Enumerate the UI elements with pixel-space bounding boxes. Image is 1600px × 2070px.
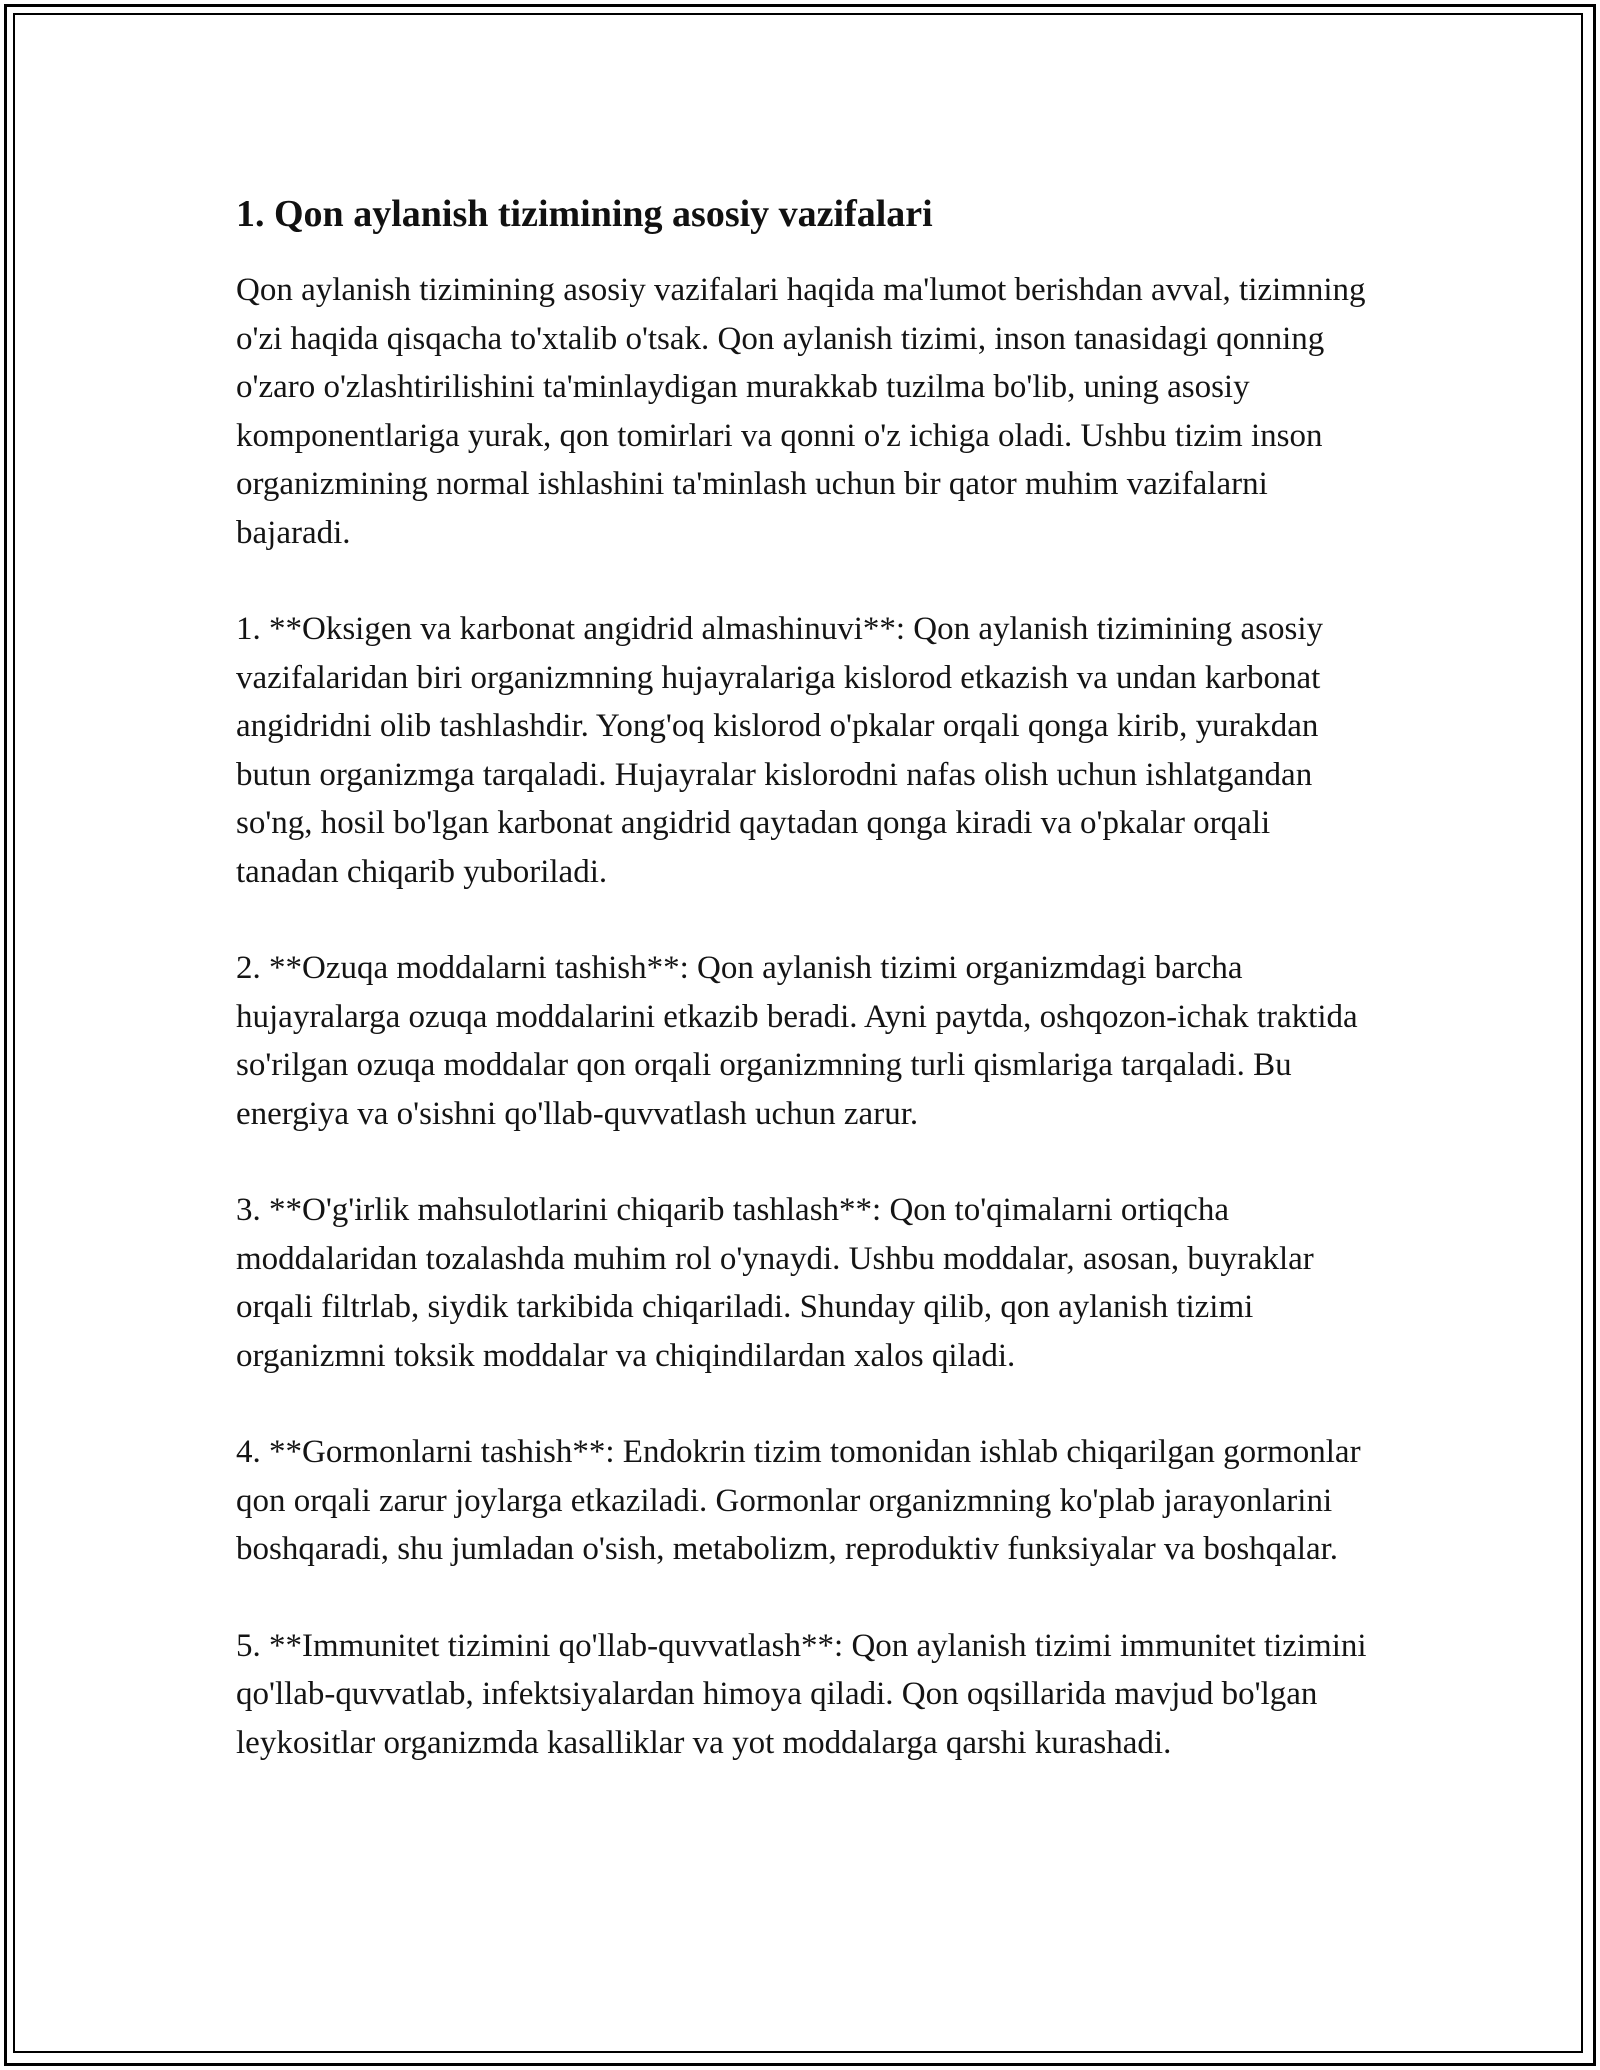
list-item-immune-support: 5. **Immunitet tizimini qo'llab-quvvatlash**: Qon aylanish tizimi immunitet tizimini qo'llab-quvvatlab, infektsiyalardan himoya qiladi. Qon oqsillarida mavjud bo'lgan leykositlar organizmda kasalliklar va yot moddalarga qarshi kurashadi. — [236, 1627, 1367, 1761]
list-item-waste-removal: 3. **O'g'irlik mahsulotlarini chiqarib tashlash**: Qon to'qimalarni ortiqcha moddalaridan tozalashda muhim rol o'ynaydi. Ushbu moddalar, asosan, buyraklar orqali filtrlab, siydik tarkibida chiqariladi. Shunday qilib, qon aylanish tizimi organizmni toksik moddalar va chiqindilardan xalos qiladi. — [236, 1192, 1314, 1374]
intro-paragraph: Qon aylanish tizimining asosiy vazifalari haqida ma'lumot berishdan avval, tizimning o'zi haqida qisqacha to'xtalib o'tsak. Qon aylanish tizimi, inson tanasidagi qonning o'zaro o'zlashtirilishini ta'minlaydigan murakkab tuzilma bo'lib, uning asosiy komponentlariga yurak, qon tomirlari va qonni o'z ichiga oladi. Ushbu tizim inson organizmining normal ishlashini ta'minlash uchun bir qator muhim vazifalarni bajaradi. — [236, 272, 1366, 551]
section-heading: 1. Qon aylanish tizimining asosiy vazifalari — [236, 193, 933, 235]
list-item-oxygen-exchange: 1. **Oksigen va karbonat angidrid almashinuvi**: Qon aylanish tizimining asosiy vazifalaridan biri organizmning hujayralariga kislorod etkazish va undan karbonat angidridni olib tashlashdir. Yong'oq kislorod o'pkalar orqali qonga kirib, yurakdan butun organizmga tarqaladi. Hujayralar kislorodni nafas olish uchun ishlatgandan so'ng, hosil bo'lgan karbonat angidrid qaytadan qonga kiradi va o'pkalar orqali tanadan chiqarib yuboriladi. — [236, 611, 1324, 890]
document-body — [236, 186, 1376, 1815]
list-item-nutrient-transport: 2. **Ozuqa moddalarni tashish**: Qon aylanish tizimi organizmdagi barcha hujayralarga ozuqa moddalarini etkazib beradi. Ayni paytda, oshqozon-ichak traktida so'rilgan ozuqa moddalar qon orqali organizmning turli qismlariga tarqaladi. Bu energiya va o'sishni qo'llab-quvvatlash uchun zarur. — [236, 950, 1358, 1132]
list-item-hormone-transport: 4. **Gormonlarni tashish**: Endokrin tizim tomonidan ishlab chiqarilgan gormonlar qon orqali zarur joylarga etkaziladi. Gormonlar organizmning ko'plab jarayonlarini boshqaradi, shu jumladan o'sish, metabolizm, reproduktiv funksiyalar va boshqalar. — [236, 1434, 1361, 1567]
